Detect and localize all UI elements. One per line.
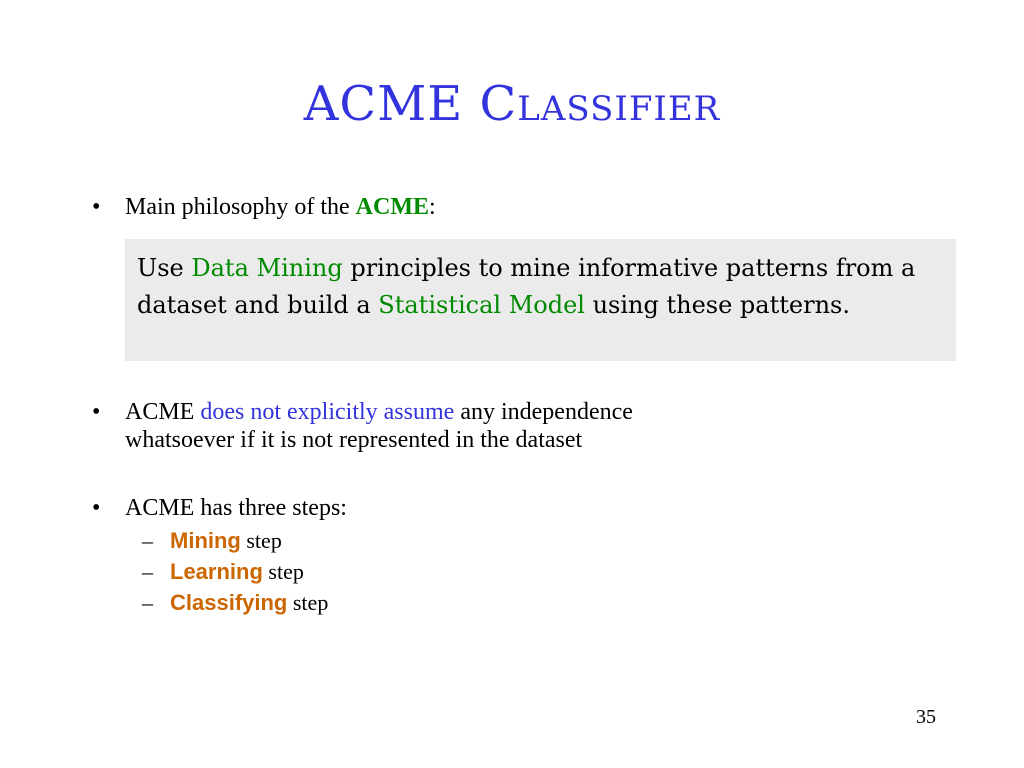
bullet-text-line2: whatsoever if it is not represented in the dataset — [125, 427, 583, 453]
bullet-marker: • — [92, 495, 101, 521]
bullet-text-line1 — [125, 398, 633, 426]
bullet-marker: • — [92, 399, 101, 425]
step-name: Mining — [170, 528, 241, 553]
acme-highlight: ACME — [355, 194, 429, 220]
bullet-text-after: any independence — [454, 399, 633, 425]
bullet-text: ACME has three steps: — [125, 495, 347, 521]
slide-title: ACME Classifier — [303, 76, 721, 132]
bullet-text-before: Main philosophy of the — [125, 194, 356, 220]
bullet-text-after: : — [428, 194, 436, 220]
box-part2: principles to mine informative patterns from a dataset and build a — [137, 254, 916, 319]
step-name: Learning — [170, 559, 263, 584]
dash-marker: – — [142, 559, 153, 584]
does-not-assume-highlight: does not explicitly assume — [200, 399, 455, 425]
page-number: 35 — [916, 706, 936, 728]
dash-marker: – — [142, 590, 153, 615]
bullet-text-before: ACME — [125, 399, 201, 425]
step-suffix: step — [240, 528, 282, 553]
step-suffix: step — [287, 590, 329, 615]
bullet-text — [125, 193, 436, 221]
data-mining-highlight: Data Mining — [191, 254, 343, 282]
bullet-marker: • — [92, 194, 101, 220]
dash-marker: – — [142, 528, 153, 553]
box-part1: Use — [137, 254, 192, 282]
philosophy-box — [125, 239, 956, 361]
box-part3: using these patterns. — [584, 291, 850, 319]
step-name: Classifying — [170, 590, 288, 615]
step-suffix: step — [262, 559, 304, 584]
statistical-model-highlight: Statistical Model — [378, 291, 585, 319]
